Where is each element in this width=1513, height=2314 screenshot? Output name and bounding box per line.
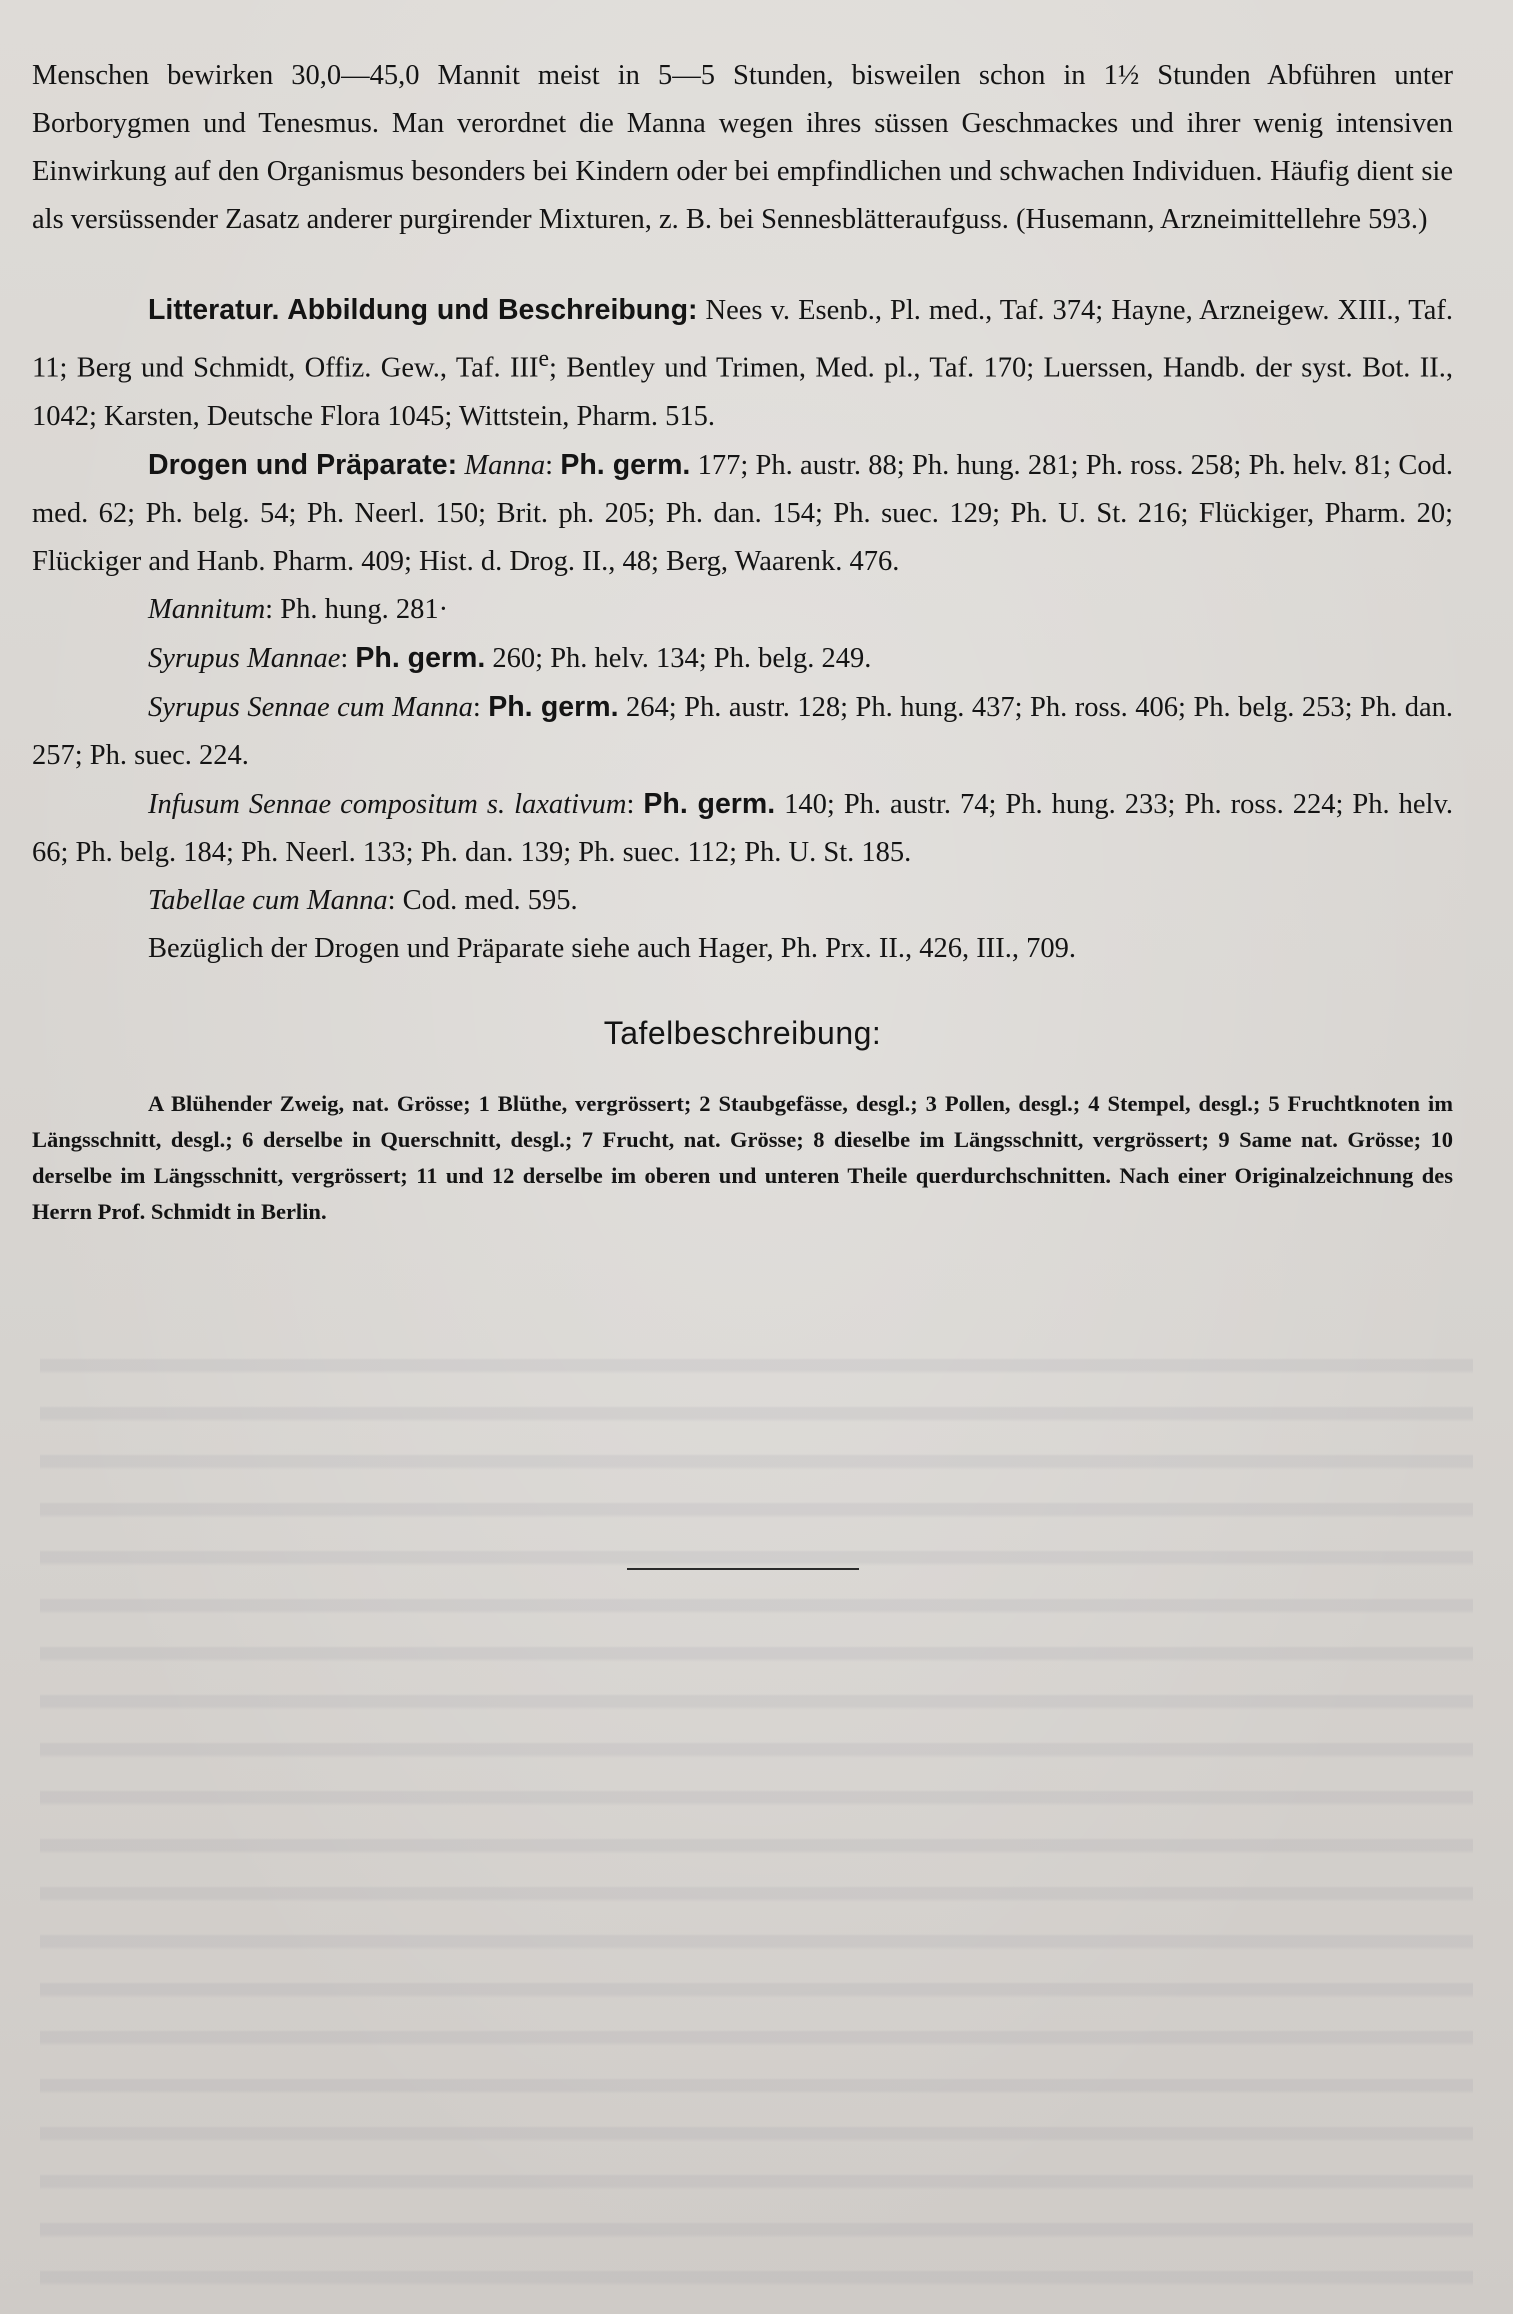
- preparation-entry: Infusum Sennae compositum s. laxativum: Ph. germ. 140; Ph. austr. 74; Ph. hung. 233; Ph. ross. 224; Ph. helv. 66; Ph. belg. 184; Ph. Neerl. 133; Ph. dan. 139; Ph. suec. 112; Ph. U. St. 185.: [32, 787, 1453, 868]
- bleed-through-texture: [40, 1330, 1473, 2314]
- preparation-entry: Syrupus Mannae: Ph. germ. 260; Ph. helv. 134; Ph. belg. 249.: [148, 641, 872, 674]
- manna-label: Manna: [464, 449, 546, 481]
- plate-heading: Tafelbeschreibung:: [603, 1014, 882, 1051]
- preparation-label: Syrupus Mannae: [148, 642, 341, 674]
- preparation-references: Cod. med. 595.: [395, 884, 578, 916]
- drugs-heading: Drogen und Präparate:: [148, 448, 458, 481]
- ph-germ-label: Ph. germ.: [355, 641, 486, 674]
- hager-reference: Bezüglich der Drogen und Präparate siehe auch Hager, Ph. Prx. II., 426, III., 709.: [148, 932, 1076, 964]
- preparation-references: 264; Ph. austr. 128; Ph. hung. 437; Ph. ross. 406; Ph. belg. 253; Ph. dan. 257; Ph. suec. 224.: [32, 691, 1454, 771]
- preparation-entry: Syrupus Sennae cum Manna: Ph. germ. 264; Ph. austr. 128; Ph. hung. 437; Ph. ross. 406; Ph. belg. 253; Ph. dan. 257; Ph. suec. 224.: [32, 690, 1454, 771]
- ph-germ-label: Ph. germ.: [560, 448, 691, 481]
- literature-text-2: ; Bentley und Trimen, Med. pl., Taf. 170; Luerssen, Handb. der syst. Bot. II., 1042; Karsten, Deutsche Flora 1045; Wittstein, Pharm. 515.: [32, 352, 1453, 432]
- literature-paragraph: [32, 286, 1453, 441]
- preparation-label: Infusum Sennae compositum s. laxativum: [148, 788, 627, 820]
- ph-germ-label: Ph. germ.: [643, 787, 776, 820]
- ph-germ-label: Ph. germ.: [488, 690, 619, 723]
- intro-paragraph: Menschen bewirken 30,0—45,0 Mannit meist in 5—5 Stunden, bisweilen schon in 1½ Stunden Abführen unter Borborygmen und Tenesmus. Man verordnet die Manna wegen ihres süssen Geschmackes und ihrer wenig intensiven Einwirkung auf den Organismus besonders bei Kindern oder bei empfindlichen und schwachen Individuen. Häufig dient sie als versüssender Zasatz anderer purgirender Mixturen, z. B. bei Sennesblätteraufguss. (Husemann, Arzneimittellehre 593.): [32, 60, 1453, 235]
- literature-heading: Litteratur. Abbildung und Beschreibung:: [148, 294, 698, 326]
- preparation-references: 140; Ph. austr. 74; Ph. hung. 233; Ph. ross. 224; Ph. helv. 66; Ph. belg. 184; Ph. Neerl. 133; Ph. dan. 139; Ph. suec. 112; Ph. U. St. 185.: [32, 788, 1453, 868]
- preparation-references: Ph. hung. 281·: [273, 593, 449, 625]
- preparation-entry: Tabellae cum Manna: Cod. med. 595.: [148, 884, 578, 916]
- preparation-label: Tabellae cum Manna: [148, 884, 388, 916]
- plate-description: A Blühender Zweig, nat. Grösse; 1 Blüthe, vergrössert; 2 Staubgefässe, desgl.; 3 Pollen, desgl.; 4 Stempel, desgl.; 5 Fruchtknoten im Längsschnitt, desgl.; 6 derselbe in Querschnitt, desgl.; 7 Frucht, nat. Grösse; 8 dieselbe im Längsschnitt, vergrössert; 9 Same nat. Grösse; 10 derselbe im Längsschnitt, vergrössert; 11 und 12 derselbe im oberen und unteren Theile querdurchschnitten. Nach einer Originalzeichnung des Herrn Prof. Schmidt in Berlin.: [32, 1090, 1453, 1224]
- literature-text-1: Nees v. Esenb., Pl. med., Taf. 374; Hayne, Arzneigew. XIII., Taf. 11; Berg und Schmidt, Offiz. Gew., Taf. III: [32, 295, 1453, 384]
- preparation-label: Mannitum: [148, 593, 266, 625]
- preparation-references: 260; Ph. helv. 134; Ph. belg. 249.: [485, 642, 872, 674]
- manna-references: 177; Ph. austr. 88; Ph. hung. 281; Ph. ross. 258; Ph. helv. 81; Cod. med. 62; Ph. belg. 54; Ph. Neerl. 150; Brit. ph. 205; Ph. dan. 154; Ph. suec. 129; Ph. U. St. 216; Flückiger, Pharm. 20; Flückiger and Hanb. Pharm. 409; Hist. d. Drog. II., 48; Berg, Waarenk. 476.: [32, 449, 1454, 577]
- section-divider: [627, 1568, 859, 1570]
- preparation-entry: Mannitum: Ph. hung. 281·: [148, 593, 449, 625]
- literature-superscript: e: [538, 346, 549, 372]
- drugs-paragraph: Drogen und Präparate: Manna: Ph. germ. 177; Ph. austr. 88; Ph. hung. 281; Ph. ross. 258; Ph. helv. 81; Cod. med. 62; Ph. belg. 54; Ph. Neerl. 150; Brit. ph. 205; Ph. dan. 154; Ph. suec. 129; Ph. U. St. 216; Flückiger, Pharm. 20; Flückiger and Hanb. Pharm. 409; Hist. d. Drog. II., 48; Berg, Waarenk. 476.: [32, 448, 1454, 577]
- preparation-label: Syrupus Sennae cum Manna: [148, 691, 473, 723]
